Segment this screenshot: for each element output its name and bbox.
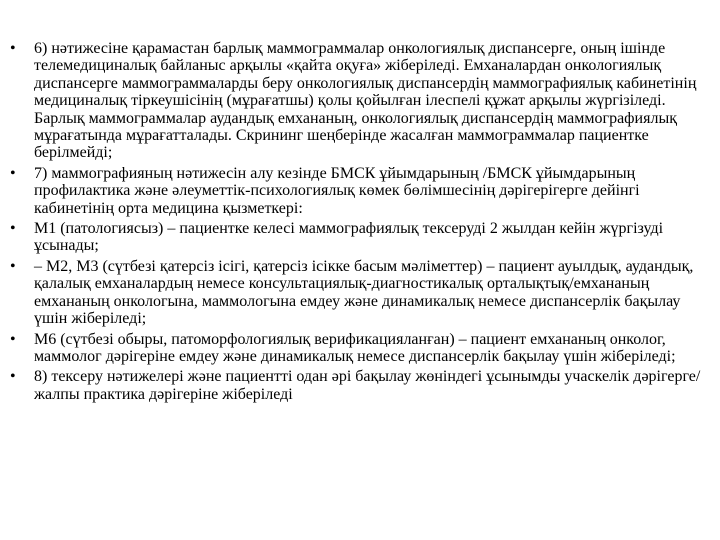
list-item-text: 7) маммографияның нәтижесін алу кезінде БМСК ұйымдарының /БМСК ұйымдарының профилактика және әлеуметтік-психологиялық көмек бөлімшесінің дәрігерігерге дейінгі кабинетінің орта медицина қызметкері: bbox=[34, 164, 640, 217]
bullet-icon: • bbox=[10, 330, 16, 348]
list-item-text: М1 (патологиясыз) – пациентке келесі маммографиялық тексеруді 2 жылдан кейін жүргізуді ұсынады; bbox=[34, 220, 664, 255]
list-item bbox=[10, 220, 716, 255]
list-item bbox=[10, 165, 716, 217]
bullet-icon: • bbox=[10, 368, 16, 386]
bullet-icon: • bbox=[10, 40, 16, 57]
bullet-icon: • bbox=[10, 257, 16, 275]
bullet-icon: • bbox=[10, 220, 16, 238]
list-item bbox=[10, 40, 716, 162]
list-item bbox=[10, 331, 716, 366]
list-item-text: – М2, М3 (сүтбезі қатерсіз ісігі, қатерсіз ісікке басым мәліметтер) – пациент ауылдық, аудандық, қалалық емханалардың немесе консультациялық-диагностикалық орталықтық/емхананың емхананың онкологына, маммологына емдеу және динамикалық немесе диспансерлік бақылау үшін жіберіледі; bbox=[34, 257, 694, 328]
list-item bbox=[10, 258, 716, 328]
bullet-list bbox=[10, 40, 716, 406]
list-item-text: М6 (сүтбезі обыры, патоморфологиялық верификацияланған) – пациент емхананың онколог, маммолог дәрігеріне емдеу және динамикалық немесе диспансерлік бақылау үшін жіберіледі; bbox=[34, 330, 676, 365]
list-item bbox=[10, 368, 716, 403]
list-item-text: 6) нәтижесіне қарамастан барлық маммограммалар онкологиялық диспансерге, оның ішінде телемедициналық байланыс арқылы «қайта оқуға» жіберіледі. Емханалардан онкологиялық диспансерге маммограммаларды беру онкологиялық диспансердің маммографиялық кабинетінің медициналық тіркеушісінің (мұрағатшы) қолы қойылған ілеспелі құжат арқылы жүргізіледі. Барлық маммограммалар аудандық емхананың, онкологиялық диспансердің маммографиялық мұрағатында мұрағатталады. Скрининг шеңберінде жасалған маммограммалар пациентке берілмейді; bbox=[34, 40, 697, 162]
list-item-text: 8) тексеру нәтижелері және пациентті одан әрі бақылау жөніндегі ұсынымды учаскелік дәрігерге/жалпы практика дәрігеріне жіберіледі bbox=[34, 368, 701, 403]
bullet-icon: • bbox=[10, 164, 16, 182]
